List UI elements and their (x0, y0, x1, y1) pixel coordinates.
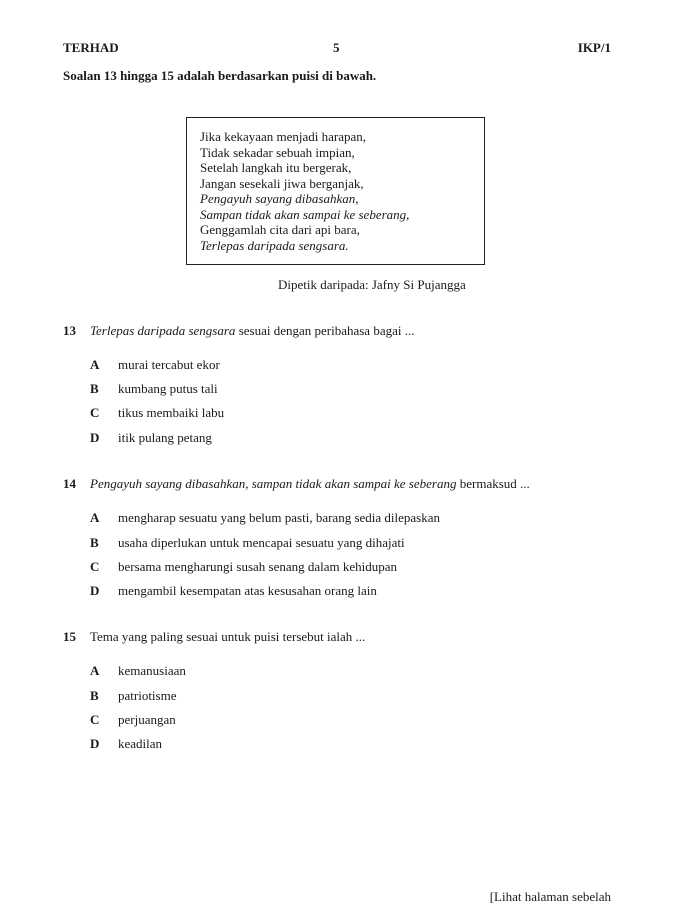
option-text[interactable]: keadilan (118, 736, 163, 751)
question-italic: Terlepas daripada sengsara (90, 323, 236, 338)
option-letter: A (90, 510, 100, 525)
poem-line: Jika kekayaan menjadi harapan, (200, 129, 367, 144)
poem-line: Pengayuh sayang dibasahkan, (200, 191, 359, 206)
poem-line: Jangan sesekali jiwa berganjak, (200, 175, 364, 191)
next-page-note: [Lihat halaman sebelah (489, 889, 611, 904)
poem-line: Setelah langkah itu bergerak, (200, 160, 352, 175)
poem-lines (200, 129, 409, 253)
option-letter: B (90, 688, 99, 703)
poem-box (186, 117, 485, 265)
option-letter: B (90, 381, 99, 396)
option-text[interactable]: perjuangan (118, 712, 176, 727)
question-text (90, 323, 414, 339)
poem-source: Dipetik daripada: Jafny Si Pujangga (278, 277, 466, 292)
header-code: IKP/1 (577, 40, 611, 55)
question-number: 14 (63, 476, 76, 491)
question-rest: Tema yang paling sesuai untuk puisi tersebut ialah ... (90, 629, 366, 644)
option-text[interactable]: mengambil kesempatan atas kesusahan orang lain (118, 583, 377, 598)
option-letter: D (90, 736, 100, 751)
question-text (90, 476, 530, 492)
question-rest: bermaksud ... (456, 476, 530, 491)
option-letter: C (90, 405, 100, 420)
option-letter: B (90, 535, 99, 550)
option-text[interactable]: tikus membaiki labu (118, 405, 225, 420)
option-text[interactable]: itik pulang petang (118, 430, 212, 445)
poem-line: Sampan tidak akan sampai ke seberang, (200, 206, 410, 222)
page-number: 5 (333, 40, 340, 55)
option-text[interactable]: kemanusiaan (118, 663, 186, 678)
instruction: Soalan 13 hingga 15 adalah berdasarkan puisi di bawah. (63, 68, 377, 83)
option-letter: D (90, 430, 100, 445)
option-text[interactable]: kumbang putus tali (118, 381, 218, 396)
option-text[interactable]: patriotisme (118, 688, 177, 703)
poem-line: Terlepas daripada sengsara. (200, 237, 349, 253)
option-letter: A (90, 357, 100, 372)
poem-line: Tidak sekadar sebuah impian, (200, 144, 355, 160)
option-text[interactable]: murai tercabut ekor (118, 357, 220, 372)
question-number: 13 (63, 323, 76, 338)
question-number: 15 (63, 629, 76, 644)
option-letter: A (90, 663, 100, 678)
option-text[interactable]: usaha diperlukan untuk mencapai sesuatu yang dihajati (118, 535, 405, 550)
option-text[interactable]: bersama mengharungi susah senang dalam kehidupan (118, 559, 398, 574)
header-classification: TERHAD (63, 40, 119, 55)
question-italic: Pengayuh sayang dibasahkan, sampan tidak akan sampai ke seberang (90, 476, 457, 491)
question-text (90, 629, 365, 645)
question-rest: sesuai dengan peribahasa bagai ... (235, 323, 415, 338)
option-letter: C (90, 559, 100, 574)
option-letter: D (90, 583, 100, 598)
poem-line: Genggamlah cita dari api bara, (200, 222, 360, 237)
option-text[interactable]: mengharap sesuatu yang belum pasti, barang sedia dilepaskan (118, 510, 441, 525)
option-letter: C (90, 712, 100, 727)
